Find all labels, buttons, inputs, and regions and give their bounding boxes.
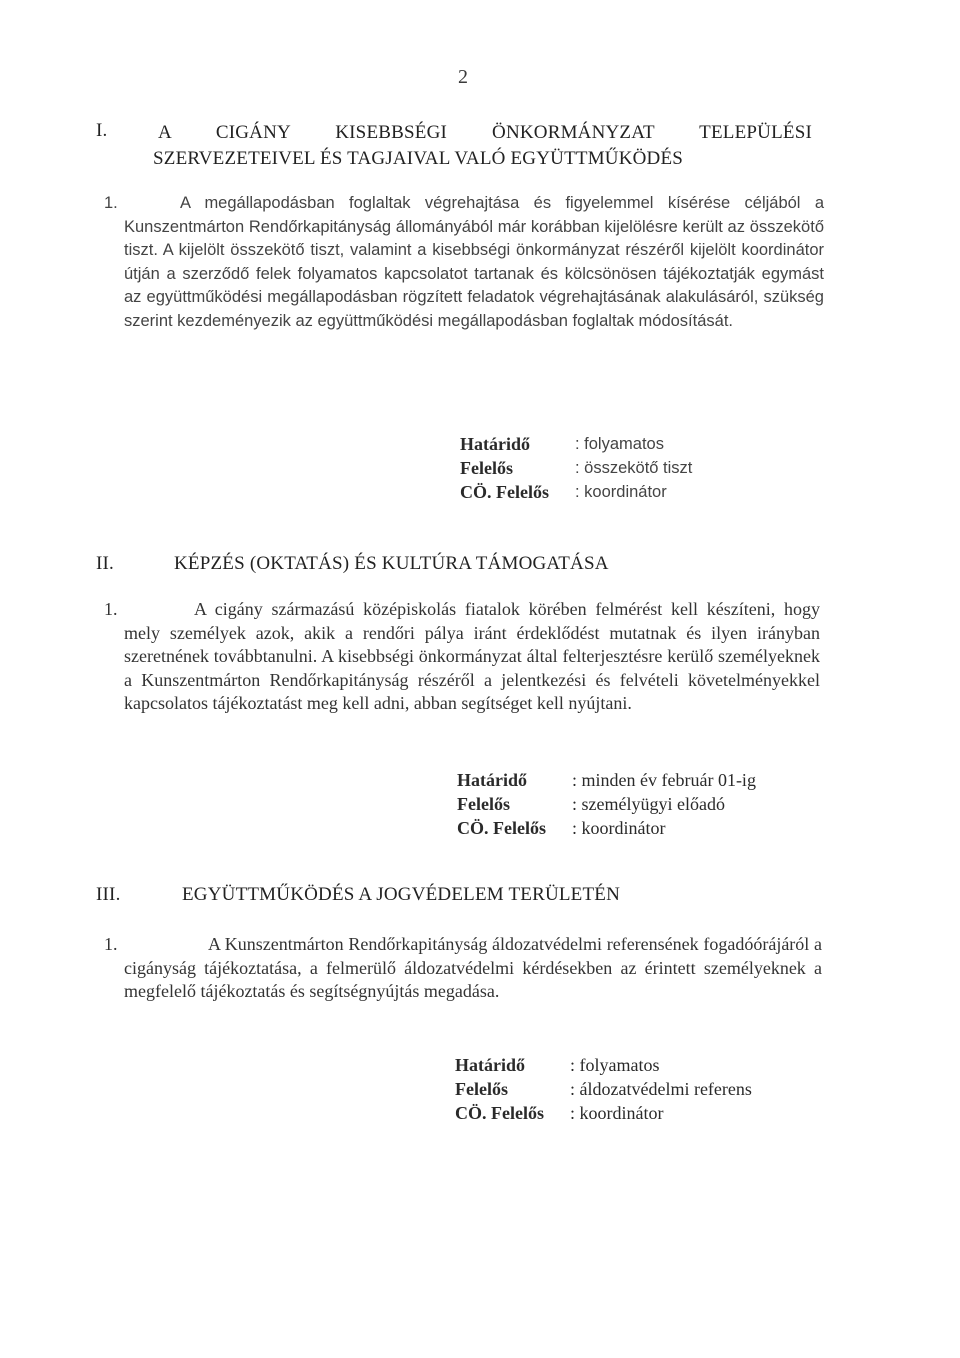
section-title-line-2: SZERVEZETEIVEL ÉS TAGJAIVAL VALÓ EGYÜTTMŰKÖDÉS <box>153 148 684 169</box>
section-2-paragraph <box>104 598 820 716</box>
section-number: II. <box>96 553 115 574</box>
responsible-row <box>455 1077 752 1101</box>
responsible-row <box>457 792 756 816</box>
responsible-value: : összekötő tiszt <box>575 459 693 477</box>
item-number: 1. <box>104 194 118 212</box>
co-responsible-row <box>455 1101 752 1125</box>
section-title: EGYÜTTMŰKÖDÉS A JOGVÉDELEM TERÜLETÉN <box>182 884 621 905</box>
section-number: III. <box>96 884 121 905</box>
paragraph-text: A Kunszentmárton Rendőrkapitányság áldozatvédelmi referensének fogadóórájáról a cigányság tájékoztatása, a felmerülő áldozatvédelmi kérdésekben az érintett személyeknek a megfelelő tájékoztatás és segítségnyújtás megadása. <box>124 934 822 1001</box>
responsible-label: Felelős <box>460 458 513 478</box>
section-number: I. <box>96 120 108 141</box>
deadline-value: : folyamatos <box>575 435 664 453</box>
paragraph-text: A cigány származású középiskolás fiatalok körében felmérést kell készíteni, hogy mely személyek azok, akik a rendőri pálya iránt érdeklődést mutatnak és ilyen irányban szeretnének továbbtanulni. A kisebbségi önkormányzat által felterjesztésre kerülő személyeknek a Kunszentmárton Rendőrkapitányság részéről a jelentkezési és felvételi követelményekkel kapcsolatos tájékoztatást meg kell adni, abban segítséget kell nyújtani. <box>124 599 820 713</box>
deadline-row <box>457 768 756 792</box>
responsible-label: Felelős <box>457 794 510 814</box>
deadline-label: Határidő <box>460 434 530 454</box>
responsible-label: Felelős <box>455 1079 508 1099</box>
section-1-paragraph <box>104 192 824 333</box>
co-responsible-row <box>457 816 756 840</box>
deadline-label: Határidő <box>457 770 527 790</box>
page-number: 2 <box>458 66 468 88</box>
section-3-paragraph <box>104 933 822 1004</box>
co-responsible-label: CÖ. Felelős <box>457 818 546 838</box>
responsibility-block-3 <box>455 1053 752 1125</box>
deadline-label: Határidő <box>455 1055 525 1075</box>
responsible-row <box>460 456 692 480</box>
responsibility-block-1 <box>460 432 692 504</box>
co-responsible-value: : koordinátor <box>575 483 667 501</box>
deadline-value: : folyamatos <box>570 1055 660 1075</box>
deadline-value: : minden év február 01-ig <box>572 770 756 790</box>
item-number: 1. <box>104 599 118 619</box>
section-title-line-1: A CIGÁNY KISEBBSÉGI ÖNKORMÁNYZAT TELEPÜLÉSI <box>158 122 812 143</box>
co-responsible-value: : koordinátor <box>572 818 666 838</box>
co-responsible-label: CÖ. Felelős <box>460 482 549 502</box>
responsible-value: : személyügyi előadó <box>572 794 725 814</box>
section-title <box>153 120 812 172</box>
paragraph-text: A megállapodásban foglaltak végrehajtása és figyelemmel kísérése céljából a Kunszentmárton Rendőrkapitányság állományából már korábban kijelölésre került az összekötő tiszt. A kijelölt összekötő tiszt, valamint a kisebbségi önkormányzat részéről kijelölt koordinátor útján a szerződő felek folyamatos kapcsolatot tartanak és kölcsönösen tájékoztatják egymást az együttműködési megállapodásban rögzített feladatok végrehajtásának alakulásáról, szükség szerint kezdeményezik az együttműködési megállapodásban foglaltak módosítását. <box>124 194 824 330</box>
deadline-row <box>460 432 692 456</box>
responsibility-block-2 <box>457 768 756 840</box>
item-number: 1. <box>104 934 118 954</box>
section-title: KÉPZÉS (OKTATÁS) ÉS KULTÚRA TÁMOGATÁSA <box>174 553 609 574</box>
co-responsible-value: : koordinátor <box>570 1103 664 1123</box>
responsible-value: : áldozatvédelmi referens <box>570 1079 752 1099</box>
co-responsible-row <box>460 480 692 504</box>
co-responsible-label: CÖ. Felelős <box>455 1103 544 1123</box>
deadline-row <box>455 1053 752 1077</box>
